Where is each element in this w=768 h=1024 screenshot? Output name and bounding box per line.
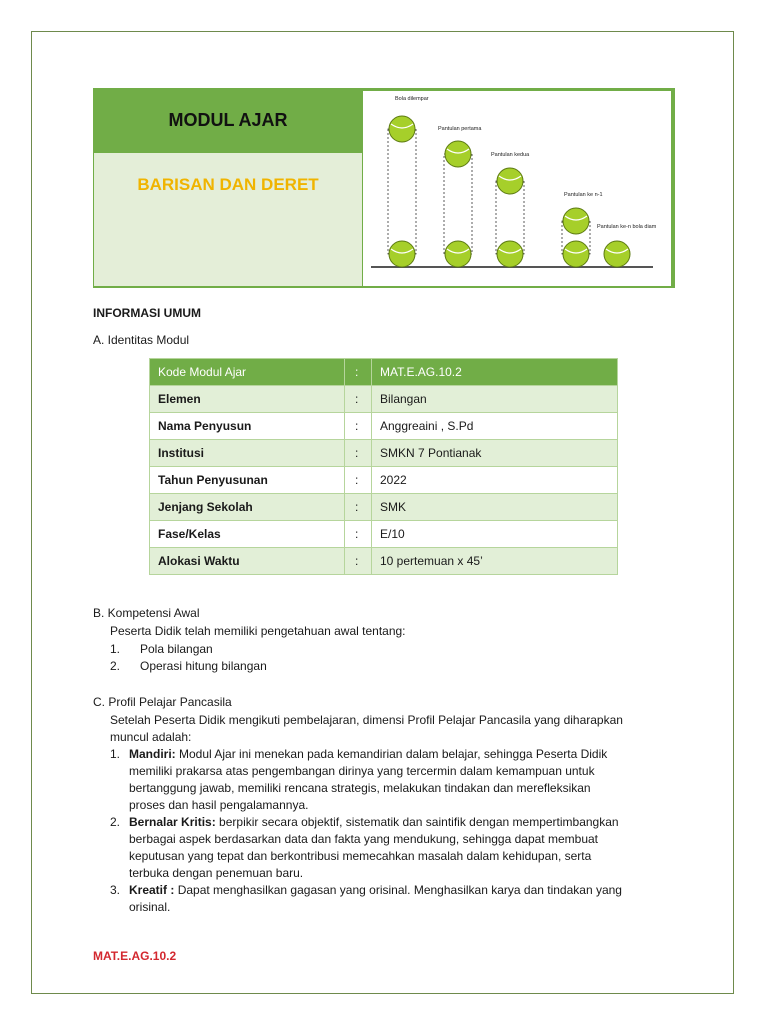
section-a-heading: A. Identitas Modul bbox=[93, 333, 190, 347]
tennis-ball bbox=[389, 241, 415, 267]
section-b-heading: B. Kompetensi Awal bbox=[93, 606, 200, 620]
list-number: 2. bbox=[110, 659, 121, 673]
label-bounce-n-1: Pantulan ke n-1 bbox=[564, 192, 603, 198]
row-label: Institusi bbox=[150, 440, 345, 467]
row-label: Fase/Kelas bbox=[150, 521, 345, 548]
header-bottom-line bbox=[93, 286, 675, 288]
row-label: Kode Modul Ajar bbox=[150, 359, 345, 386]
tennis-ball bbox=[389, 116, 415, 142]
list-number: 1. bbox=[110, 747, 121, 761]
list-number: 3. bbox=[110, 883, 121, 897]
bouncing-ball-illustration bbox=[363, 88, 675, 286]
row-label: Tahun Penyusunan bbox=[150, 467, 345, 494]
row-label: Jenjang Sekolah bbox=[150, 494, 345, 521]
row-value: SMKN 7 Pontianak bbox=[372, 440, 618, 467]
row-value: MAT.E.AG.10.2 bbox=[372, 359, 618, 386]
list-term: Mandiri: bbox=[129, 747, 176, 761]
row-value: 10 pertemuan x 45’ bbox=[372, 548, 618, 575]
row-separator: : bbox=[345, 359, 372, 386]
table-row bbox=[150, 548, 618, 575]
list-line: proses dan hasil pengalamannya. bbox=[129, 798, 309, 812]
list-line: bertanggung jawab, memiliki rencana strategis, melakukan tindakan dan merefleksikan bbox=[129, 781, 591, 795]
label-bounce-2: Pantulan kedua bbox=[491, 152, 530, 158]
list-number: 2. bbox=[110, 815, 121, 829]
kompetensi-list bbox=[110, 641, 267, 675]
row-separator: : bbox=[345, 521, 372, 548]
list-item bbox=[110, 746, 622, 814]
row-value: Anggreaini , S.Pd bbox=[372, 413, 618, 440]
list-line: orisinal. bbox=[129, 900, 171, 914]
trajectory-2 bbox=[444, 154, 472, 254]
label-ball-thrown: Bola dilempar bbox=[395, 96, 429, 102]
row-value: Bilangan bbox=[372, 386, 618, 413]
list-line: Modul Ajar ini menekan pada kemandirian dalam belajar, sehingga Peserta Didik bbox=[179, 747, 608, 761]
subtitle-box bbox=[93, 152, 363, 288]
info-heading: INFORMASI UMUM bbox=[93, 306, 201, 320]
table-row bbox=[150, 494, 618, 521]
row-separator: : bbox=[345, 548, 372, 575]
row-value: 2022 bbox=[372, 467, 618, 494]
list-line: memiliki prakarsa atas pengembangan dirinya yang tercermin dalam kemampuan untuk bbox=[129, 764, 595, 778]
tennis-ball bbox=[497, 168, 523, 194]
row-label: Nama Penyusun bbox=[150, 413, 345, 440]
tennis-ball bbox=[563, 208, 589, 234]
tennis-ball bbox=[445, 141, 471, 167]
list-item bbox=[110, 814, 622, 882]
label-bounce-1: Pantulan pertama bbox=[438, 126, 482, 132]
profil-list bbox=[110, 746, 622, 916]
tennis-ball bbox=[445, 241, 471, 267]
table-row bbox=[150, 440, 618, 467]
table-row bbox=[150, 386, 618, 413]
profil-intro-line2: muncul adalah: bbox=[110, 730, 192, 744]
list-item bbox=[110, 641, 267, 658]
row-label: Elemen bbox=[150, 386, 345, 413]
identity-table bbox=[149, 358, 618, 575]
row-separator: : bbox=[345, 413, 372, 440]
page-subtitle: BARISAN DAN DERET bbox=[137, 175, 319, 194]
table-row bbox=[150, 521, 618, 548]
title-box bbox=[93, 88, 363, 152]
list-line: berpikir secara objektif, sistematik dan saintifik dengan mempertimbangkan bbox=[219, 815, 619, 829]
list-item bbox=[110, 658, 267, 675]
row-separator: : bbox=[345, 494, 372, 521]
header-banner bbox=[93, 88, 675, 288]
row-separator: : bbox=[345, 467, 372, 494]
row-separator: : bbox=[345, 440, 372, 467]
row-value: E/10 bbox=[372, 521, 618, 548]
table-row bbox=[150, 413, 618, 440]
list-term: Bernalar Kritis: bbox=[129, 815, 216, 829]
list-line: Dapat menghasilkan gagasan yang orisinal. Menghasilkan karya dan tindakan yang bbox=[177, 883, 622, 897]
list-text: Pola bilangan bbox=[140, 642, 213, 656]
list-line: berbagai aspek berdasarkan data dan fakta yang mendukung, sehingga dapat membuat bbox=[129, 832, 598, 846]
row-value: SMK bbox=[372, 494, 618, 521]
list-text: Operasi hitung bilangan bbox=[140, 659, 267, 673]
tennis-ball bbox=[563, 241, 589, 267]
row-separator: : bbox=[345, 386, 372, 413]
trajectory-1 bbox=[388, 129, 416, 254]
profil-intro-line1: Setelah Peserta Didik mengikuti pembelajaran, dimensi Profil Pelajar Pancasila yang diharapkan bbox=[110, 713, 623, 727]
page-title: MODUL AJAR bbox=[168, 109, 288, 130]
section-c-heading: C. Profil Pelajar Pancasila bbox=[93, 695, 232, 709]
label-bounce-n: Pantulan ke-n bola diam bbox=[597, 224, 657, 230]
list-line: keputusan yang tepat dan berkontribusi memecahkan masalah dalam kehidupan, serta bbox=[129, 849, 592, 863]
list-term: Kreatif : bbox=[129, 883, 175, 897]
list-item bbox=[110, 882, 622, 916]
list-number: 1. bbox=[110, 642, 121, 656]
tennis-ball bbox=[497, 241, 523, 267]
tennis-ball bbox=[604, 241, 630, 267]
table-row bbox=[150, 467, 618, 494]
row-label: Alokasi Waktu bbox=[150, 548, 345, 575]
table-row bbox=[150, 359, 618, 386]
footer-code: MAT.E.AG.10.2 bbox=[93, 949, 177, 963]
list-line: terbuka dengan penemuan baru. bbox=[129, 866, 304, 880]
kompetensi-intro: Peserta Didik telah memiliki pengetahuan awal tentang: bbox=[110, 624, 406, 638]
